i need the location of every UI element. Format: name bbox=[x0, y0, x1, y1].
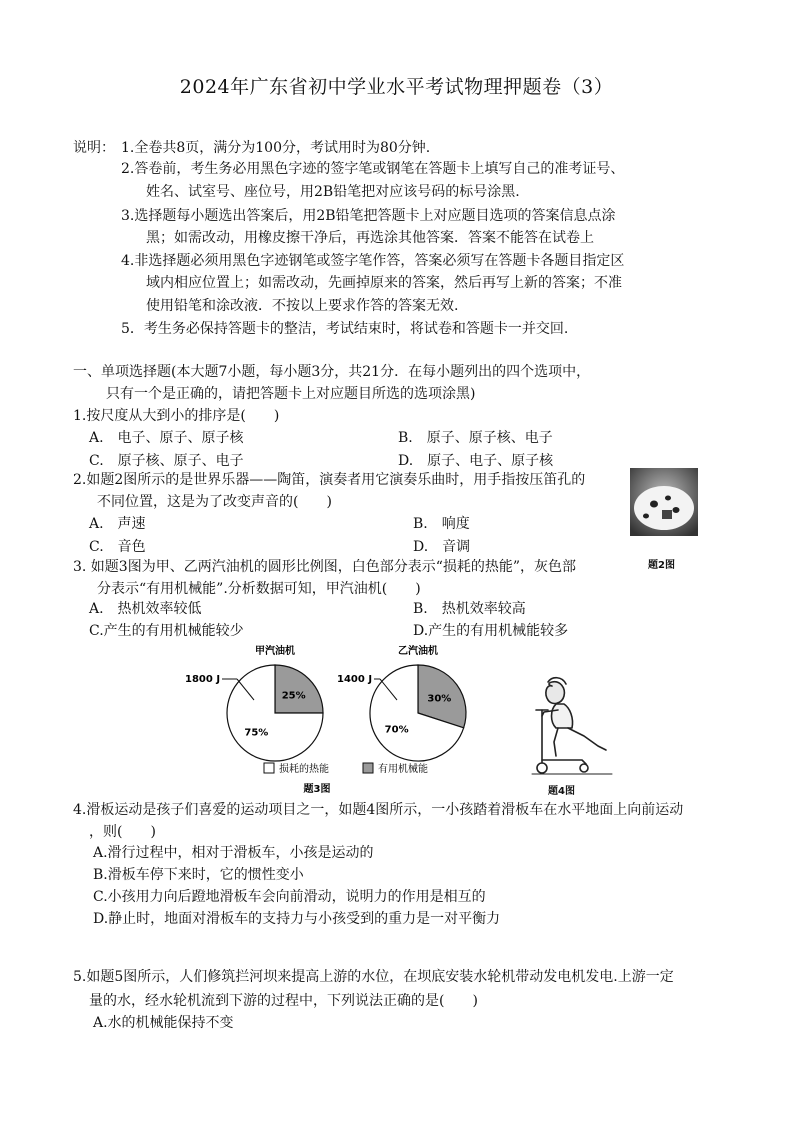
instruction-4-cont1: 域内相应位置上；如需改动，先画掉原来的答案，然后再写上新的答案；不准 bbox=[146, 275, 622, 291]
q4-option-d: D.静止时，地面对滑板车的支持力与小孩受到的重力是一对平衡力 bbox=[93, 911, 501, 927]
q3-option-c: C.产生的有用机械能较少 bbox=[89, 623, 244, 639]
legend-loss-swatch bbox=[264, 763, 274, 773]
pie-chart-jia bbox=[185, 644, 323, 761]
q4-figure-label: 题4图 bbox=[548, 786, 575, 797]
q3-option-d: D.产生的有用机械能较多 bbox=[413, 623, 569, 639]
instruction-4: 4.非选择题必须用黑色字迹钢笔或签字笔作答，答案必须写在答题卡各题目指定区 bbox=[121, 253, 625, 269]
q4-option-b: B.滑板车停下来时，它的惯性变小 bbox=[93, 867, 304, 883]
instruction-1: 1.全卷共8页，满分为100分，考试用时为80分钟. bbox=[121, 140, 431, 156]
instruction-2: 2.答卷前，考生务必用黑色字迹的签字笔或钢笔在答题卡上填写自己的准考证号、 bbox=[121, 161, 625, 177]
pie-jia-slice-useful bbox=[275, 665, 323, 713]
pie-jia-label-loss: 75% bbox=[244, 727, 269, 739]
scooter-rear-wheel bbox=[580, 764, 588, 772]
pie-yi-slices bbox=[370, 665, 466, 761]
instruction-2-cont: 姓名、试室号、座位号，用2B铅笔把对应该号码的标号涂黑. bbox=[146, 184, 520, 200]
q1-option-d: D. 原子、电子、原子核 bbox=[398, 453, 554, 469]
q4-stem-cont: ，则( ) bbox=[89, 824, 156, 840]
q2-option-b: B. 响度 bbox=[413, 516, 470, 532]
child-leg-front bbox=[554, 728, 558, 756]
pie-jia-title: 甲汽油机 bbox=[255, 646, 295, 657]
page-title: 2024年广东省初中学业水平考试物理押题卷（3） bbox=[179, 76, 614, 98]
pie-legend bbox=[264, 762, 428, 775]
section1-header: 一、单项选择题(本大题7小题，每小题3分，共21分．在每小题列出的四个选项中， bbox=[73, 364, 591, 380]
pie-yi-label-loss: 70% bbox=[384, 724, 409, 736]
q2-figure-label: 题2图 bbox=[648, 560, 675, 571]
q4-option-a: A.滑行过程中，相对于滑板车，小孩是运动的 bbox=[93, 845, 374, 861]
legend-useful-swatch bbox=[363, 763, 373, 773]
q3-option-a: A. 热机效率较低 bbox=[89, 601, 202, 617]
pie-jia-label-useful: 25% bbox=[281, 690, 306, 702]
instructions-label: 说明： bbox=[73, 140, 115, 156]
pie-chart-yi bbox=[337, 644, 466, 761]
pie-jia-annotation: 1800 J bbox=[185, 674, 221, 685]
q1-stem: 1.按尺度从大到小的排序是( ) bbox=[73, 408, 280, 424]
legend-loss-label: 损耗的热能 bbox=[279, 764, 329, 775]
q2-stem-cont: 不同位置，这是为了改变声音的( ) bbox=[97, 494, 332, 510]
pie-yi-annotation: 1400 J bbox=[337, 674, 373, 685]
pie-yi-label-useful: 30% bbox=[427, 693, 452, 705]
q3-stem: 3. 如题3图为甲、乙两汽油机的圆形比例图，白色部分表示“损耗的热能”，灰色部 bbox=[73, 559, 577, 575]
q5-stem-cont: 量的水，经水轮机流到下游的过程中，下列说法正确的是( ) bbox=[89, 993, 478, 1009]
scooter-child-image bbox=[528, 672, 613, 777]
ocarina-image bbox=[630, 468, 698, 536]
q2-option-c: C. 音色 bbox=[89, 539, 146, 555]
legend-useful-label: 有用机械能 bbox=[378, 764, 428, 775]
q1-option-c: C. 原子核、原子、电子 bbox=[89, 453, 244, 469]
q3-figure-label: 题3图 bbox=[303, 784, 331, 795]
pie-yi-title: 乙汽油机 bbox=[398, 646, 438, 657]
instruction-4-cont2: 使用铅笔和涂改液．不按以上要求作答的答案无效. bbox=[146, 298, 459, 314]
child-leg-back bbox=[568, 728, 606, 750]
figure-3-pie-charts bbox=[175, 640, 485, 800]
q5-option-a: A.水的机械能保持不变 bbox=[93, 1015, 234, 1031]
pie-jia-slices bbox=[227, 665, 323, 761]
section1-header-cont: 只有一个是正确的，请把答题卡上对应题目所选的选项涂黑) bbox=[106, 386, 476, 402]
q4-stem: 4.滑板运动是孩子们喜爱的运动项目之一，如题4图所示，一小孩踏着滑板车在水平地面上向前运动 bbox=[73, 802, 684, 818]
instruction-3-cont: 黑；如需改动，用橡皮擦干净后，再选涂其他答案．答案不能答在试卷上 bbox=[146, 230, 594, 246]
q4-option-c: C.小孩用力向后蹬地滑板车会向前滑动，说明力的作用是相互的 bbox=[93, 889, 486, 905]
q1-option-a: A. 电子、原子、原子核 bbox=[89, 430, 244, 446]
q2-stem: 2.如题2图所示的是世界乐器——陶笛，演奏者用它演奏乐曲时，用手指按压笛孔的 bbox=[73, 472, 586, 488]
q2-option-a: A. 声速 bbox=[89, 516, 146, 532]
q1-option-b: B. 原子、原子核、电子 bbox=[398, 430, 553, 446]
instruction-3: 3.选择题每小题选出答案后，用2B铅笔把答题卡上对应题目选项的答案信息点涂 bbox=[121, 208, 616, 224]
child-head bbox=[546, 682, 564, 704]
q3-stem-cont: 分表示“有用机械能”.分析数据可知，甲汽油机( ) bbox=[97, 581, 421, 597]
scooter-front-wheel bbox=[537, 763, 547, 773]
q2-option-d: D. 音调 bbox=[413, 539, 471, 555]
child-body bbox=[552, 704, 573, 728]
q3-option-b: B. 热机效率较高 bbox=[413, 601, 526, 617]
instruction-5: 5．考生务必保持答题卡的整洁，考试结束时，将试卷和答题卡一并交回. bbox=[121, 321, 569, 337]
scooter-deck bbox=[542, 760, 586, 764]
q5-stem: 5.如题5图所示，人们修筑拦河坝来提高上游的水位，在坝底安装水轮机带动发电机发电.上游一定 bbox=[73, 969, 674, 985]
